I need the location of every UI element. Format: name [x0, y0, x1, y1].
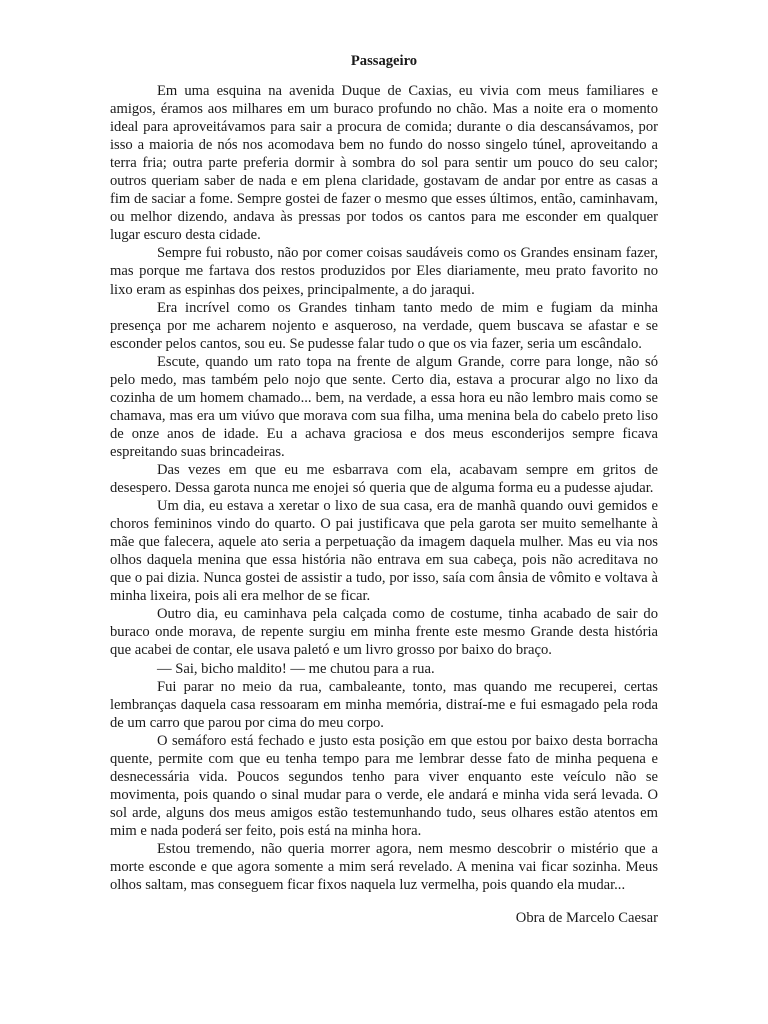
paragraph: Estou tremendo, não queria morrer agora, nem mesmo descobrir o mistério que a morte esconde e que agora somente a mim será revelado. A menina vai ficar sozinha. Meus olhos saltam, mas conseguem ficar fixos naquela luz vermelha, pois quando ela mudar...: [110, 840, 658, 894]
paragraph: Sempre fui robusto, não por comer coisas saudáveis como os Grandes ensinam fazer, mas porque me fartava dos restos produzidos por Eles diariamente, meu prato favorito no lixo eram as espinhas dos peixes, principalmente, a do jaraqui.: [110, 245, 658, 298]
paragraph: Fui parar no meio da rua, cambaleante, tonto, mas quando me recuperei, certas lembranças daquela casa ressoaram em minha memória, distraí-me e fui esmagado pela roda de um carro que parou por cima do meu corpo.: [110, 678, 658, 731]
paragraph: Outro dia, eu caminhava pela calçada como de costume, tinha acabado de sair do buraco onde morava, de repente surgiu em minha frente este mesmo Grande desta história que acabei de contar, ele usava paletó e um livro grosso por baixo do braço.: [110, 606, 658, 659]
document-page: [110, 52, 658, 927]
paragraph: O semáforo está fechado e justo esta posição em que estou por baixo desta borracha quente, permite com que eu tenha tempo para me lembrar desse fato de minha pequena e desnecessária vida. Poucos segundos tenho para viver enquanto este veículo não se movimenta, pois quando o sinal mudar para o verde, ele andará e minha vida será levada. O sol arde, alguns dos meus amigos estão testemunhando tudo, seus olhares estão atentos em mim e nada poderá ser feito, pois está na minha hora.: [110, 732, 658, 839]
paragraph: Era incrível como os Grandes tinham tanto medo de mim e fugiam da minha presença por me acharem nojento e asqueroso, na verdade, quem buscava se afastar e se esconder pelos cantos, sou eu. Se pudesse falar tudo o que os via fazer, seria um escândalo.: [110, 299, 658, 352]
paragraph: Em uma esquina na avenida Duque de Caxias, eu vivia com meus familiares e amigos, éramos aos milhares em um buraco profundo no chão. Mas a noite era o momento ideal para aproveitávamos para sair a procura de comida; durante o dia descansávamos, por isso a maioria de nós nos acomodava bem no fundo do nosso singelo túnel, aproveitando a terra fria; outra parte preferia dormir à sombra do sol para sentir um pouco do seu calor; outros queriam saber de nada e em plena claridade, gostavam de andar por entre as casas a fim de saciar a fome. Sempre gostei de fazer o mesmo que esses últimos, então, caminhavam, ou melhor dizendo, andava às pressas por todos os cantos para me esconder em qualquer lugar escuro desta cidade.: [110, 83, 658, 244]
document-title: Passageiro: [350, 53, 418, 69]
paragraph: Escute, quando um rato topa na frente de algum Grande, corre para longe, não só pelo medo, mas também pelo nojo que sente. Certo dia, estava a procurar algo no lixo da cozinha de um homem chamado... bem, na verdade, a essa hora eu não lembro mais como se chamava, mas era um viúvo que morava com sua filha, uma menina bela do cabelo preto liso de onze anos de idade. Eu a achava graciosa e dos meus esconderijos sempre ficava espreitando suas brincadeiras.: [110, 353, 658, 460]
dialogue-line: — Sai, bicho maldito! — me chutou para a rua.: [157, 660, 435, 677]
paragraph: Das vezes em que eu me esbarrava com ela, acabavam sempre em gritos de desespero. Dessa garota nunca me enojei só queria que de alguma forma eu a pudesse ajudar.: [110, 461, 658, 497]
author-attribution: Obra de Marcelo Caesar: [515, 910, 658, 927]
paragraph: Um dia, eu estava a xeretar o lixo de sua casa, era de manhã quando ouvi gemidos e choros femininos vindo do quarto. O pai justificava que pela garota ser muito semelhante à mãe que falecera, aquele ato seria a perpetuação da imagem daquela mulher. Mas eu via nos olhos daquela menina que essa história não entrava em sua cabeça, pois não acreditava no que o pai dizia. Nunca gostei de assistir a tudo, por isso, saía com ânsia de vômito e voltava à minha lixeira, pois ali era melhor de se ficar.: [110, 498, 658, 605]
